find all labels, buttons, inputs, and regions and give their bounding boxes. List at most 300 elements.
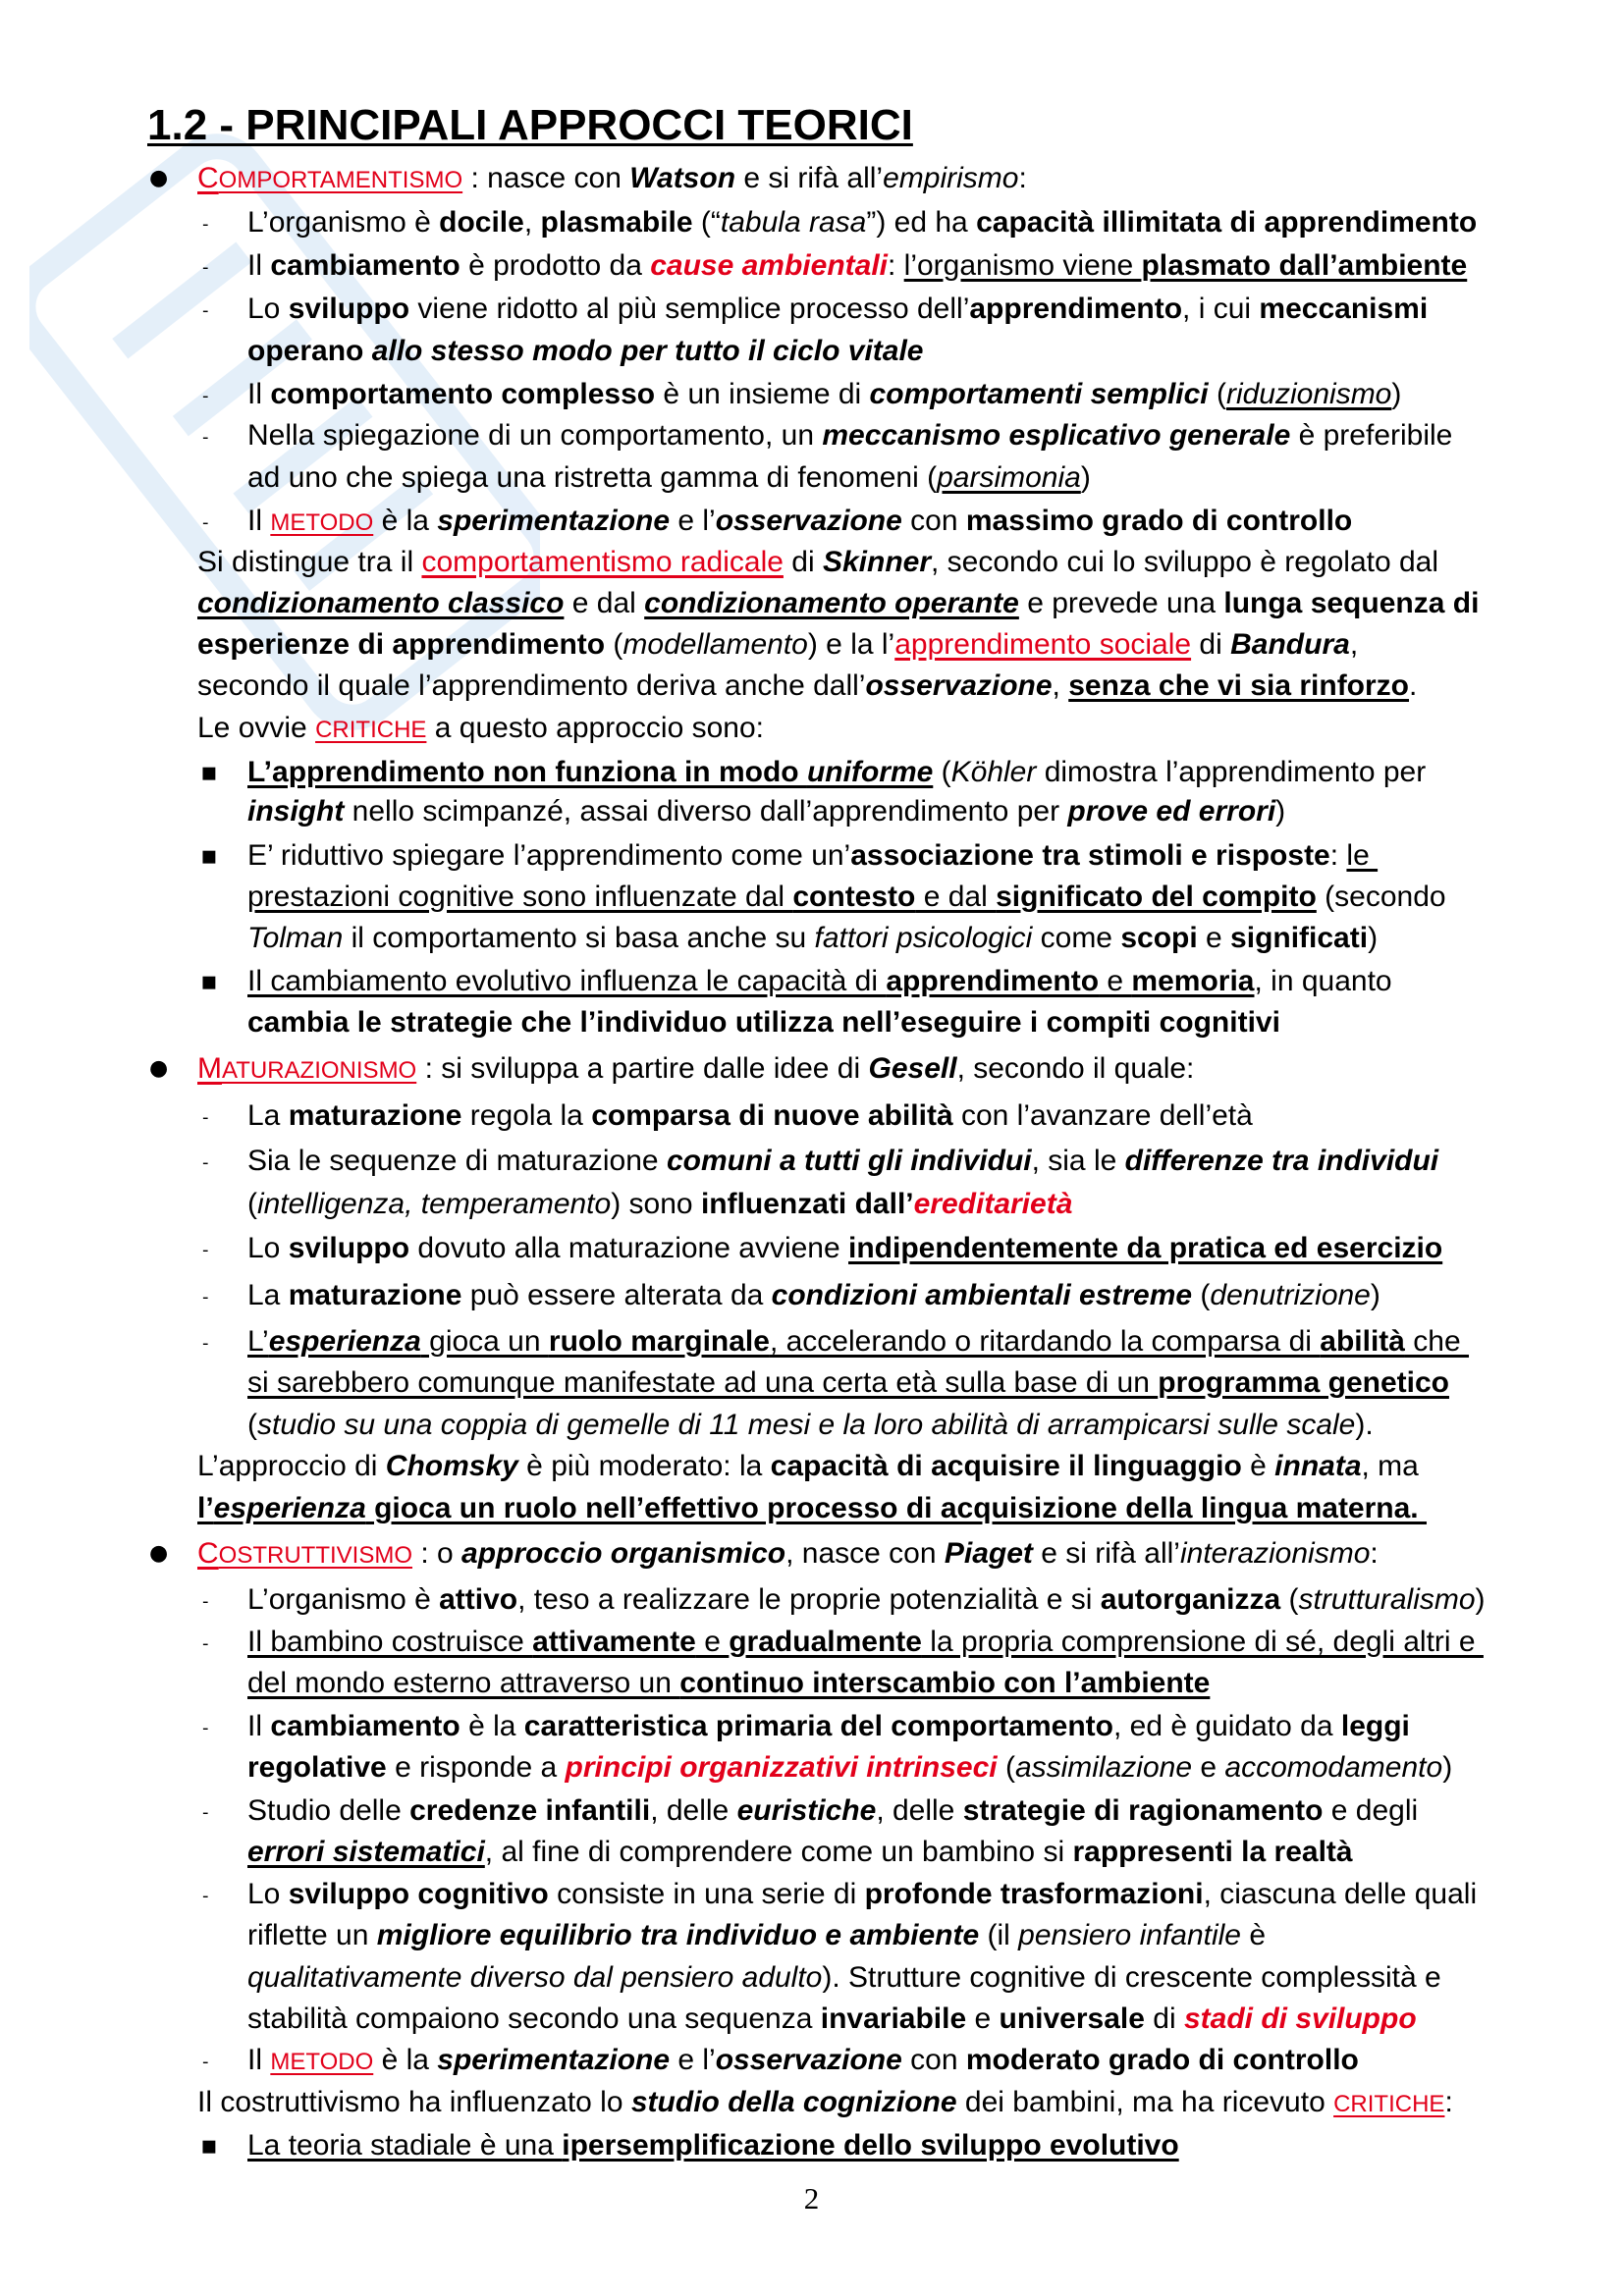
emphasized-text: plasmato dall’ambiente (1141, 249, 1468, 282)
paragraph-line (197, 584, 1479, 623)
emphasized-text: osservazione (865, 669, 1053, 702)
text-run: (“ (692, 206, 721, 239)
emphasized-text: Tolman (247, 922, 344, 954)
text-run: La (247, 1099, 289, 1132)
emphasized-text: significato del compito (996, 881, 1317, 913)
emphasized-text: capacità di acquisire il linguaggio (770, 1450, 1242, 1482)
text-run: con (901, 2044, 966, 2076)
text-run: ( (1280, 1583, 1299, 1616)
text-run: e l’ (670, 505, 716, 537)
list-item-continuation (247, 1916, 1266, 1955)
emphasized-text: associazione tra stimoli e risposte (850, 839, 1330, 872)
criticism-item-continuation (247, 919, 1378, 958)
text-run: e prevede una (1018, 587, 1224, 619)
emphasized-text: esperienza (268, 1325, 421, 1358)
emphasized-text: L’apprendimento non funziona in modo (247, 756, 807, 788)
text-run: , ma (1361, 1450, 1419, 1482)
emphasized-text: interazionismo (1179, 1537, 1371, 1570)
list-item-continuation (247, 1748, 1452, 1788)
list-item-continuation (247, 2000, 1417, 2039)
text-run: è un insieme di (655, 378, 870, 410)
emphasized-text: profonde trasformazioni (864, 1878, 1204, 1910)
text-run: Lo (247, 1232, 289, 1264)
emphasized-text: senza che vi sia rinforzo (1068, 669, 1410, 702)
emphasized-text: continuo interscambio con l’ambiente (679, 1667, 1211, 1699)
emphasized-text: euristiche (736, 1794, 877, 1827)
text-run: viene ridotto al più semplice processo dell’ (409, 293, 970, 325)
text-run: L’organismo è (247, 1583, 440, 1616)
text-run: : (1444, 2086, 1453, 2118)
emphasized-text: esperienze di apprendimento (197, 628, 606, 661)
emphasized-text: strutturalismo (1298, 1583, 1476, 1616)
emphasized-text: studio della cognizione (630, 2086, 957, 2118)
list-item (202, 1276, 1380, 1315)
emphasized-text: strategie di ragionamento (962, 1794, 1324, 1827)
list-item (202, 1791, 1419, 1831)
text-run: : o (412, 1537, 462, 1570)
emphasized-text: tabula rasa (720, 206, 867, 239)
emphasized-text: abilità (1320, 1325, 1405, 1358)
text-run: ( (933, 756, 951, 788)
list-marker: - (202, 427, 209, 448)
emphasized-text: Gesell (868, 1052, 957, 1085)
list-item (202, 246, 1468, 286)
text-run: , secondo il quale: (956, 1052, 1195, 1085)
list-item (202, 290, 1429, 329)
emphasized-text: regolative (247, 1751, 387, 1784)
text-run: e l’ (670, 2044, 716, 2076)
section-costruttivismo (149, 1534, 1379, 1574)
emphasized-text: del mondo esterno attraverso un (247, 1667, 680, 1699)
list-item-continuation (247, 1363, 1449, 1403)
list-item-continuation (247, 1958, 1441, 1998)
emphasized-text: maturazione (288, 1099, 462, 1132)
text-run: è la (460, 1710, 524, 1742)
emphasized-text: cambia le strategie che l’individuo utilizza nell’eseguire i compiti cognitivi (247, 1006, 1280, 1039)
text-run: ) e la l’ (807, 628, 895, 661)
text-run: Studio delle (247, 1794, 410, 1827)
emphasized-text: gioca un ruolo nell’effettivo processo di acquisizione della lingua materna. (365, 1492, 1427, 1524)
text-run: L’organismo è (247, 206, 440, 239)
list-item (202, 1322, 1470, 1362)
highlighted-term: METODO (270, 2049, 374, 2075)
emphasized-text: Bandura (1230, 628, 1350, 661)
text-run: e (1192, 1751, 1225, 1784)
paragraph-line (197, 625, 1358, 665)
list-item-continuation (247, 1185, 1072, 1224)
emphasized-text: accomodamento (1224, 1751, 1443, 1784)
emphasized-text: l’ (197, 1492, 214, 1524)
text-run: E’ riduttivo spiegare l’apprendimento come un’ (247, 839, 851, 872)
emphasized-text: meccanismi (1259, 293, 1429, 325)
text-run: , sia le (1031, 1145, 1125, 1177)
text-run: , ed è guidato da (1113, 1710, 1341, 1742)
text-run: : nasce con (462, 162, 630, 194)
emphasized-text: indipendentemente da pratica ed esercizio (848, 1232, 1443, 1264)
emphasized-text: apprendimento (969, 293, 1183, 325)
criticism-item (200, 962, 1392, 1001)
paragraph-line (197, 1489, 1427, 1528)
emphasized-text: caratteristica primaria del comportamento (523, 1710, 1113, 1742)
text-run: e (1197, 922, 1231, 954)
emphasized-text: Chomsky (385, 1450, 518, 1482)
emphasized-text: moderato grado di controllo (965, 2044, 1359, 2076)
highlighted-term: OMPORTAMENTISMO (218, 167, 463, 193)
list-item-continuation (247, 1406, 1374, 1445)
highlighted-term: principi organizzativi intrinseci (565, 1751, 998, 1784)
highlighted-term: comportamentismo radicale (421, 546, 784, 578)
criticism-item-continuation (247, 792, 1285, 831)
emphasized-text: Il bambino costruisce (247, 1626, 533, 1658)
emphasized-text: plasmabile (540, 206, 693, 239)
text-run: Lo (247, 293, 289, 325)
emphasized-text: Il cambiamento evolutivo influenza le capacità di (247, 965, 887, 997)
text-run: , ciascuna delle quali (1203, 1878, 1478, 1910)
text-run: ( (1192, 1279, 1211, 1311)
list-marker: - (202, 257, 209, 278)
emphasized-text: invariabile (820, 2002, 967, 2035)
text-run: : (1329, 839, 1347, 872)
emphasized-text: sperimentazione (437, 505, 671, 537)
emphasized-text: autorganizza (1100, 1583, 1281, 1616)
list-item (202, 1707, 1410, 1746)
emphasized-text: meccanismo esplicativo generale (822, 419, 1291, 452)
section-comportamentismo (149, 159, 1027, 198)
emphasized-text: condizioni ambientali estreme (771, 1279, 1193, 1311)
text-run: ad uno che spiega una ristretta gamma di fenomeni ( (247, 461, 938, 494)
text-run: con l’avanzare dell’età (952, 1099, 1253, 1132)
list-marker: ▪ (200, 2131, 218, 2161)
emphasized-text: cambiamento (270, 249, 460, 282)
list-marker: - (202, 1718, 209, 1738)
emphasized-text: assimilazione (1014, 1751, 1193, 1784)
text-run: e degli (1323, 1794, 1419, 1827)
text-run: può essere alterata da (461, 1279, 772, 1311)
text-run: Si distingue tra il (197, 546, 422, 578)
text-run: regola la (461, 1099, 592, 1132)
list-item-continuation (247, 1664, 1210, 1703)
text-run: nello scimpanzé, assai diverso dall’apprendimento per (344, 795, 1068, 828)
criticism-item-continuation (247, 878, 1446, 917)
text-run: , (1052, 669, 1069, 702)
emphasized-text: maturazione (288, 1279, 462, 1311)
list-marker: - (202, 214, 209, 235)
text-run: ( (247, 1409, 257, 1441)
text-run: ) (1475, 1583, 1486, 1616)
emphasized-text: differenze tra individui (1124, 1145, 1439, 1177)
list-item (202, 203, 1478, 242)
emphasized-text: uniforme (806, 756, 934, 788)
emphasized-text: innata (1274, 1450, 1362, 1482)
emphasized-text: condizionamento classico (197, 587, 565, 619)
text-run: : (888, 249, 904, 282)
emphasized-text: qualitativamente diverso dal pensiero adulto (247, 1961, 823, 1994)
emphasized-text: Piaget (944, 1537, 1033, 1570)
paragraph-line (197, 1447, 1419, 1486)
emphasized-text: osservazione (715, 2044, 902, 2076)
text-run: e si rifà all’ (735, 162, 884, 194)
list-marker: - (202, 386, 209, 406)
text-run: ) (1391, 378, 1402, 410)
list-marker: - (202, 1591, 209, 1612)
text-run: ) sono (611, 1188, 701, 1220)
text-run: secondo il quale l’apprendimento deriva anche dall’ (197, 669, 866, 702)
list-item (202, 1875, 1478, 1914)
emphasized-text: e (1099, 965, 1132, 997)
emphasized-text: approccio organismico (461, 1537, 786, 1570)
highlighted-term: C (197, 162, 219, 194)
text-run: , al fine di comprendere come un bambino si (484, 1836, 1073, 1868)
criticism-item (200, 753, 1427, 792)
text-run: : (1018, 162, 1027, 194)
emphasized-text: empirismo (883, 162, 1019, 194)
emphasized-text: lunga sequenza di (1223, 587, 1480, 619)
page-title: 1.2 - PRINCIPALI APPROCCI TEORICI (147, 101, 913, 149)
emphasized-text: capacità illimitata di apprendimento (976, 206, 1478, 239)
text-run: ). (1355, 1409, 1374, 1441)
emphasized-text: universale (999, 2002, 1145, 2035)
emphasized-text: sviluppo cognitivo (288, 1878, 549, 1910)
text-run: , nasce con (785, 1537, 945, 1570)
text-run: e (966, 2002, 1000, 2035)
text-run: , delle (876, 1794, 963, 1827)
text-run: è la (373, 505, 438, 537)
emphasized-text: memoria (1131, 965, 1255, 997)
text-run: ( (997, 1751, 1015, 1784)
text-run: La (247, 1279, 289, 1311)
text-run: , teso a realizzare le proprie potenzialità e si (517, 1583, 1101, 1616)
emphasized-text: rappresenti la realtà (1072, 1836, 1353, 1868)
highlighted-term: cause ambientali (650, 249, 888, 282)
text-run: . (1409, 669, 1418, 702)
text-run: è (1241, 1450, 1275, 1482)
list-marker: ▪ (200, 758, 218, 787)
emphasized-text: e (695, 1626, 730, 1658)
text-run: ). Strutture cognitive di crescente complessità e (822, 1961, 1441, 1994)
emphasized-text: migliore equilibrio tra individuo e ambiente (376, 1919, 980, 1951)
emphasized-text: ipersemplificazione dello sviluppo evolutivo (562, 2129, 1179, 2162)
text-run: è preferibile (1290, 419, 1453, 452)
emphasized-text: massimo grado di controllo (965, 505, 1353, 537)
emphasized-text: studio su una coppia di gemelle di 11 mesi e la loro abilità di arrampicarsi sulle scale (257, 1409, 1356, 1441)
highlighted-term: OSTRUTTIVISMO (218, 1542, 413, 1569)
emphasized-text: attivo (439, 1583, 518, 1616)
emphasized-text: docile (439, 206, 524, 239)
text-run: ) (1442, 1751, 1453, 1784)
emphasized-text: influenzati dall’ (700, 1188, 914, 1220)
emphasized-text: significati (1230, 922, 1369, 954)
emphasized-text: cambiamento (270, 1710, 460, 1742)
highlighted-term: ereditarietà (913, 1188, 1073, 1220)
text-run: Nella spiegazione di un comportamento, un (247, 419, 823, 452)
list-marker: ● (149, 1056, 169, 1081)
highlighted-term: C (197, 1537, 219, 1570)
text-run: , (523, 206, 541, 239)
text-run: : si sviluppa a partire dalle idee di (416, 1052, 869, 1085)
text-run: L’approccio di (197, 1450, 386, 1482)
emphasized-text: esperienza (213, 1492, 366, 1524)
emphasized-text: fattori psicologici (814, 922, 1033, 954)
list-item (202, 1623, 1484, 1662)
text-run: Il (247, 1710, 271, 1742)
text-run: , secondo cui lo sviluppo è regolato dal (931, 546, 1439, 578)
emphasized-text: condizionamento operante (644, 587, 1019, 619)
paragraph-line (197, 2083, 1453, 2122)
emphasized-text: La teoria stadiale è una (247, 2129, 563, 2162)
text-run: : (1370, 1537, 1379, 1570)
highlighted-term: METODO (270, 509, 374, 536)
emphasized-text: , accelerando o ritardando la comparsa di (769, 1325, 1321, 1358)
text-run: Il (247, 378, 271, 410)
list-marker: - (202, 1333, 209, 1354)
emphasized-text: Skinner (822, 546, 932, 578)
emphasized-text: e dal (915, 881, 997, 913)
text-run: , delle (650, 1794, 737, 1827)
text-run: Il (247, 505, 271, 537)
list-marker: ▪ (200, 967, 218, 996)
list-marker: ● (149, 1541, 169, 1566)
text-run: ”) ed ha (866, 206, 977, 239)
list-marker: - (202, 300, 209, 321)
emphasized-text: errori sistematici (247, 1836, 485, 1868)
list-marker: - (202, 2052, 209, 2072)
text-run: riflette un (247, 1919, 377, 1951)
text-run: Lo (247, 1878, 289, 1910)
list-marker: - (202, 512, 209, 533)
emphasized-text: allo stesso modo per tutto il ciclo vitale (371, 335, 924, 367)
emphasized-text: riduzionismo (1225, 378, 1392, 410)
criticism-item (200, 2126, 1179, 2165)
list-marker: ● (149, 166, 169, 190)
text-run: e dal (564, 587, 645, 619)
emphasized-text: L’ (247, 1325, 269, 1358)
emphasized-text: attivamente (532, 1626, 696, 1658)
text-run: è prodotto da (460, 249, 651, 282)
text-run: , i cui (1182, 293, 1260, 325)
text-run: ) (1275, 795, 1286, 828)
list-item (202, 2041, 1359, 2080)
emphasized-text: la propria comprensione di sé, degli altri e (921, 1626, 1484, 1658)
text-run: Il (247, 2044, 271, 2076)
text-run: a questo approccio sono: (426, 712, 764, 744)
text-run: consiste in una serie di (548, 1878, 865, 1910)
emphasized-text: modellamento (622, 628, 808, 661)
text-run: (il (979, 1919, 1019, 1951)
list-marker: ▪ (200, 841, 218, 871)
emphasized-text: le (1346, 839, 1379, 872)
emphasized-text: prove ed errori (1067, 795, 1276, 828)
emphasized-text: sviluppo (288, 1232, 410, 1264)
emphasized-text: sperimentazione (437, 2044, 671, 2076)
text-run: come (1032, 922, 1121, 954)
highlighted-term: stadi di sviluppo (1183, 2002, 1417, 2035)
emphasized-text: scopi (1120, 922, 1198, 954)
list-item-continuation (247, 458, 1091, 498)
emphasized-text: credenze infantili (409, 1794, 651, 1827)
highlighted-term: M (197, 1052, 222, 1085)
text-run: è la (373, 2044, 438, 2076)
highlighted-term: CRITICHE (1333, 2091, 1445, 2117)
text-run: Il costruttivismo ha influenzato lo (197, 2086, 631, 2118)
text-run: stabilità compaiono secondo una sequenza (247, 2002, 821, 2035)
text-run: ) (1368, 922, 1379, 954)
emphasized-text: osservazione (715, 505, 902, 537)
text-run: di (1191, 628, 1231, 661)
emphasized-text: leggi (1340, 1710, 1410, 1742)
list-item (202, 1580, 1486, 1620)
text-run: Le ovvie (197, 712, 316, 744)
text-run: di (1144, 2002, 1184, 2035)
page-number: 2 (803, 2181, 820, 2216)
emphasized-text: apprendimento (886, 965, 1100, 997)
emphasized-text: l’organismo viene (903, 249, 1142, 282)
emphasized-text: programma genetico (1158, 1366, 1449, 1399)
emphasized-text: gradualmente (729, 1626, 922, 1658)
emphasized-text: gioca un (420, 1325, 549, 1358)
text-run: ( (1208, 378, 1226, 410)
list-marker: - (202, 1802, 209, 1823)
criticism-item (200, 836, 1379, 876)
emphasized-text: pensiero infantile (1018, 1919, 1241, 1951)
text-run: di (783, 546, 823, 578)
list-item (202, 375, 1402, 414)
paragraph-line (197, 709, 764, 748)
text-run: dovuto alla maturazione avviene (409, 1232, 849, 1264)
emphasized-text: parsimonia (937, 461, 1081, 494)
text-run: Il (247, 249, 271, 282)
list-marker: - (202, 1107, 209, 1128)
text-run: è (1240, 1919, 1267, 1951)
emphasized-text: Köhler (950, 756, 1037, 788)
text-run: ) (1370, 1279, 1380, 1311)
text-run: dei bambini, ma ha ricevuto (956, 2086, 1334, 2118)
criticism-item-continuation (247, 1003, 1280, 1042)
emphasized-text: operano (247, 335, 372, 367)
list-marker: - (202, 1633, 209, 1654)
paragraph-line (197, 667, 1417, 706)
emphasized-text: comportamenti semplici (869, 378, 1209, 410)
emphasized-text: si sarebbero comunque manifestate ad una certa età sulla base di un (247, 1366, 1159, 1399)
emphasized-text: Watson (629, 162, 736, 194)
emphasized-text: comportamento complesso (270, 378, 656, 410)
emphasized-text: contesto (792, 881, 916, 913)
emphasized-text: che (1404, 1325, 1470, 1358)
text-run: (secondo (1316, 881, 1446, 913)
emphasized-text: comuni a tutti gli individui (666, 1145, 1032, 1177)
text-run: e risponde a (386, 1751, 566, 1784)
list-item-continuation (247, 1833, 1353, 1872)
paragraph-line (197, 543, 1438, 582)
section-maturazionismo (149, 1049, 1195, 1089)
emphasized-text: sviluppo (288, 293, 410, 325)
text-run: Sia le sequenze di maturazione (247, 1145, 667, 1177)
list-item (202, 416, 1453, 455)
emphasized-text: prestazioni cognitive sono influenzate dal (247, 881, 793, 913)
text-run: dimostra l’apprendimento per (1036, 756, 1427, 788)
text-run: è più moderato: la (517, 1450, 771, 1482)
list-marker: - (202, 1152, 209, 1173)
text-run: con (901, 505, 966, 537)
text-run: ( (247, 1188, 257, 1220)
list-item (202, 1096, 1253, 1136)
list-marker: - (202, 1240, 209, 1260)
list-marker: - (202, 1287, 209, 1308)
list-item (202, 502, 1353, 541)
list-item (202, 1142, 1439, 1181)
list-item (202, 1229, 1443, 1268)
list-marker: - (202, 1886, 209, 1906)
emphasized-text: comparsa di nuove abilità (591, 1099, 953, 1132)
